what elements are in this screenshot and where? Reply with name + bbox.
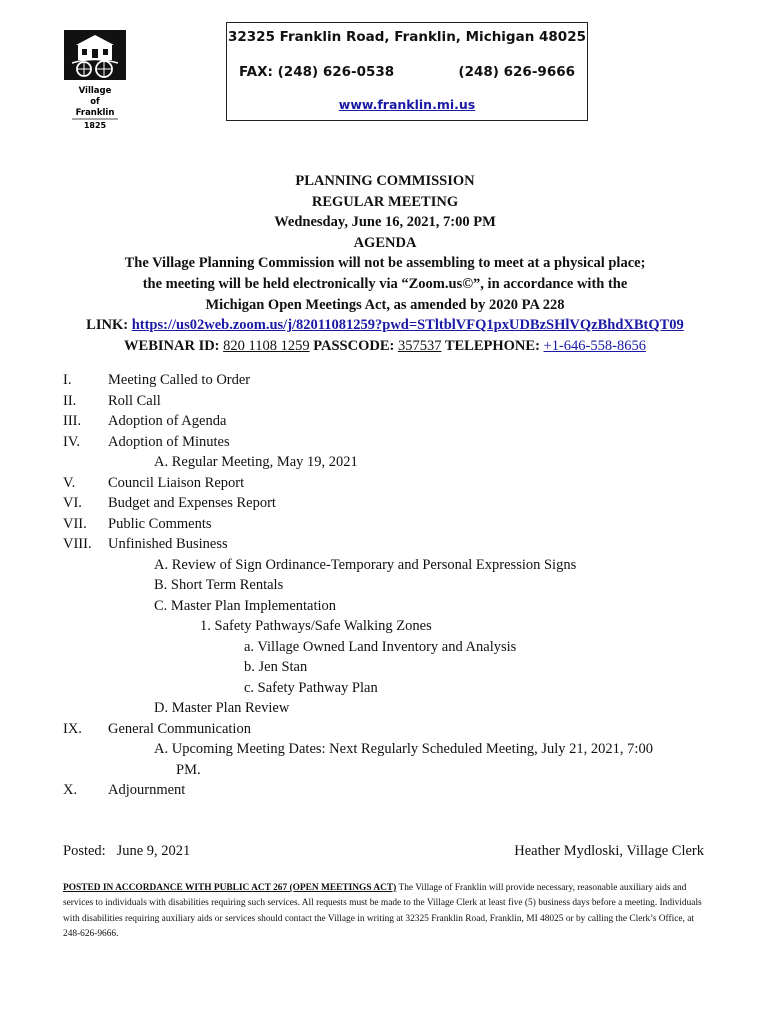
agenda-item-text: Public Comments (108, 515, 212, 532)
meeting-type: REGULAR MEETING (311, 193, 459, 210)
agenda-item-number: VIII. (63, 536, 92, 552)
telephone-label: TELEPHONE: (441, 337, 544, 354)
agenda-item-text: Adjournment (108, 782, 186, 798)
village-logo (64, 30, 126, 136)
agenda-item-text: b. Jen Stan (244, 659, 308, 675)
electronic-notice-3: Michigan Open Meetings Act, as amended by 2020 PA 228 (205, 296, 565, 313)
webinar-line (20, 336, 750, 357)
agenda-item-text: 1. Safety Pathways/Safe Walking Zones (200, 618, 432, 634)
agenda-item-number: III. (63, 413, 82, 429)
letterhead-box (226, 22, 588, 121)
passcode-label: PASSCODE: (309, 337, 398, 354)
meeting-title-block (20, 171, 750, 356)
agenda-item-text: Unfinished Business (108, 536, 228, 552)
agenda-item-text: A. Review of Sign Ordinance-Temporary and Personal Expression Signs (154, 556, 577, 573)
agenda-item-text: Council Liaison Report (108, 474, 245, 491)
agenda-item-number: X. (63, 782, 78, 798)
agenda-item-number: II. (63, 392, 77, 409)
agenda-item-number: V. (63, 474, 76, 491)
village-clerk: Heather Mydloski, Village Clerk (514, 843, 704, 859)
logo-text-1: Village (78, 86, 112, 96)
notice-body: The Village of Franklin will provide necessary, reasonable auxiliary aids and services to individuals with disabilities requiring such services. All requests must be made to the Village Clerk at least five (5) business days before a meeting. Individuals with disabilities requiring auxiliary aids or services should contact the Village in writing at 32325 Franklin Road, Franklin, MI 48025 or by calling the Clerk’s Office, at 248-626-9666. (63, 883, 702, 939)
agenda-item-text: Adoption of Agenda (108, 413, 227, 429)
accessibility-notice (63, 881, 707, 942)
agenda-item-text: Adoption of Minutes (108, 433, 230, 450)
agenda-item-text: PM. (176, 761, 201, 778)
passcode: 357537 (397, 337, 442, 354)
agenda-item-number: VI. (63, 495, 82, 511)
agenda-item-text: C. Master Plan Implementation (154, 597, 337, 614)
agenda-item-text: c. Safety Pathway Plan (244, 679, 378, 696)
agenda-item-text: Roll Call (108, 392, 161, 409)
telephone-link[interactable]: +1-646-558-8656 (543, 337, 646, 354)
agenda-item-text: General Communication (108, 720, 251, 737)
webinar-label: WEBINAR ID: (124, 337, 224, 354)
phone-number: (248) 626-9666 (458, 64, 575, 80)
agenda-item-text: A. Upcoming Meeting Dates: Next Regularly Scheduled Meeting, July 21, 2021, 7:00 (154, 741, 653, 757)
zoom-link[interactable]: https://us02web.zoom.us/j/82011081259?pwd=STltblVFQ1pxUDBzSHlVQzBhdXBtQT09 (131, 317, 684, 334)
logo-text-4: 1825 (83, 121, 107, 130)
agenda-item-text: Budget and Expenses Report (108, 495, 276, 511)
agenda-item-number: IV. (63, 433, 81, 450)
agenda-item-text: D. Master Plan Review (154, 700, 290, 716)
notice-heading: POSTED IN ACCORDANCE WITH PUBLIC ACT 267 (OPEN MEETINGS ACT) (63, 883, 397, 893)
logo-text-3: Franklin (75, 108, 115, 118)
commission-title: PLANNING COMMISSION (295, 173, 475, 189)
fax-number: FAX: (248) 626-0538 (239, 64, 395, 80)
webinar-id: 820 1108 1259 (223, 337, 310, 354)
agenda-item-text: B. Short Term Rentals (154, 577, 284, 593)
meeting-date: Wednesday, June 16, 2021, 7:00 PM (274, 214, 496, 231)
address: 32325 Franklin Road, Franklin, Michigan 48025 (228, 29, 586, 45)
zoom-link-line (20, 315, 750, 336)
logo-text-2: of (90, 97, 100, 107)
agenda-item-number: I. (63, 372, 72, 388)
agenda-item-text: Meeting Called to Order (108, 372, 251, 388)
agenda-item-text: A. Regular Meeting, May 19, 2021 (154, 454, 358, 470)
agenda-item-number: IX. (63, 720, 82, 737)
posted-date: Posted: June 9, 2021 (63, 843, 191, 859)
electronic-notice-2: the meeting will be held electronically via “Zoom.us©”, in accordance with the (142, 275, 628, 292)
agenda-item-number: VII. (63, 515, 87, 532)
link-label: LINK: (86, 317, 132, 334)
agenda-heading: AGENDA (353, 234, 417, 251)
electronic-notice-1: The Village Planning Commission will not be assembling to meet at a physical place; (124, 255, 646, 272)
website-link[interactable]: www.franklin.mi.us (338, 97, 476, 112)
agenda-item-text: a. Village Owned Land Inventory and Analysis (244, 638, 517, 655)
